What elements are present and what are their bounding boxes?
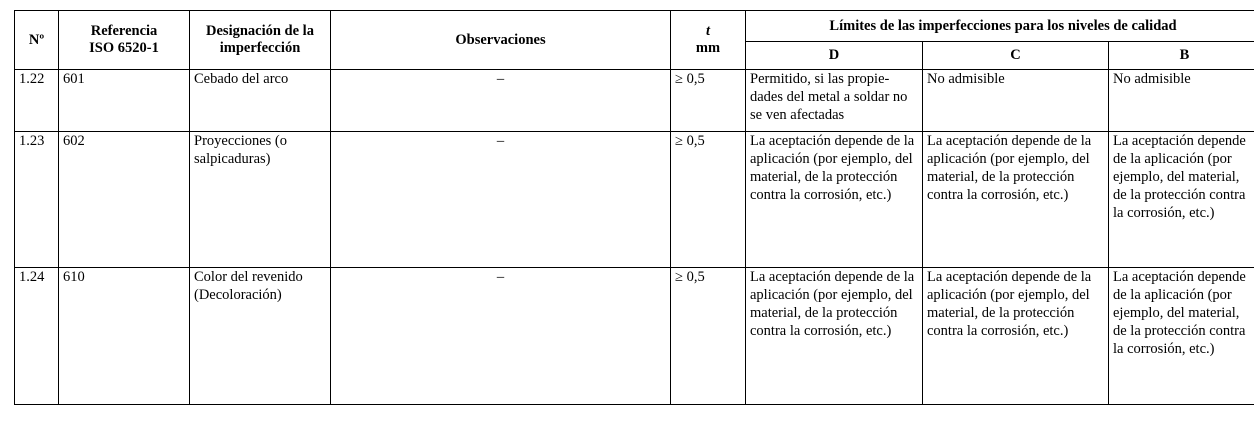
header-level-d: D <box>746 42 923 70</box>
table-row <box>15 132 1254 268</box>
cell-num: 1.23 <box>15 132 59 268</box>
cell-thickness: ≥ 0,5 <box>671 132 746 268</box>
cell-observations: – <box>331 268 671 405</box>
cell-observations: – <box>331 132 671 268</box>
cell-thickness: ≥ 0,5 <box>671 268 746 405</box>
cell-level-c: No admisible <box>923 70 1109 132</box>
imperfections-table <box>14 10 1254 405</box>
cell-designation: Proyecciones (o salpicaduras) <box>190 132 331 268</box>
cell-designation: Color del revenido (Decoloración) <box>190 268 331 405</box>
header-designation-line2: imperfección <box>219 40 301 56</box>
cell-thickness: ≥ 0,5 <box>671 70 746 132</box>
cell-level-d: La aceptación depende de la aplicación (por ejemplo, del material, de la protección contra la corrosión, etc.) <box>746 132 923 268</box>
header-num: Nº <box>15 11 59 70</box>
cell-designation: Cebado del arco <box>190 70 331 132</box>
header-thickness-unit: mm <box>695 40 721 56</box>
header-observations: Observaciones <box>331 11 671 70</box>
cell-level-c: La aceptación depende de la aplicación (por ejemplo, del material, de la protección contra la corrosión, etc.) <box>923 268 1109 405</box>
cell-level-d: La aceptación depende de la aplicación (por ejemplo, del material, de la protección contra la corrosión, etc.) <box>746 268 923 405</box>
cell-num: 1.22 <box>15 70 59 132</box>
header-reference-line2: ISO 6520-1 <box>89 40 159 56</box>
table-row <box>15 268 1254 405</box>
header-thickness-symbol: t <box>705 23 711 39</box>
cell-reference: 602 <box>59 132 190 268</box>
cell-reference: 601 <box>59 70 190 132</box>
cell-observations: – <box>331 70 671 132</box>
header-limits: Límites de las imperfecciones para los niveles de calidad <box>746 11 1254 42</box>
header-reference <box>59 11 190 70</box>
header-designation <box>190 11 331 70</box>
cell-num: 1.24 <box>15 268 59 405</box>
cell-level-b: La aceptación depende de la aplicación (por ejemplo, del material, de la protección contra la corrosión, etc.) <box>1109 268 1254 405</box>
cell-level-b: No admisible <box>1109 70 1254 132</box>
header-row-1 <box>15 11 1254 42</box>
table-row <box>15 70 1254 132</box>
cell-level-c: La aceptación depende de la aplicación (por ejemplo, del material, de la protección contra la corrosión, etc.) <box>923 132 1109 268</box>
header-reference-line1: Referencia <box>90 23 158 39</box>
cell-level-d: Permitido, si las propie-dades del metal a soldar no se ven afectadas <box>746 70 923 132</box>
header-level-c: C <box>923 42 1109 70</box>
cell-level-b: La aceptación depende de la aplicación (por ejemplo, del material, de la protección contra la corrosión, etc.) <box>1109 132 1254 268</box>
header-level-b: B <box>1109 42 1254 70</box>
header-thickness <box>671 11 746 70</box>
cell-reference: 610 <box>59 268 190 405</box>
header-designation-line1: Designación de la <box>206 23 314 39</box>
